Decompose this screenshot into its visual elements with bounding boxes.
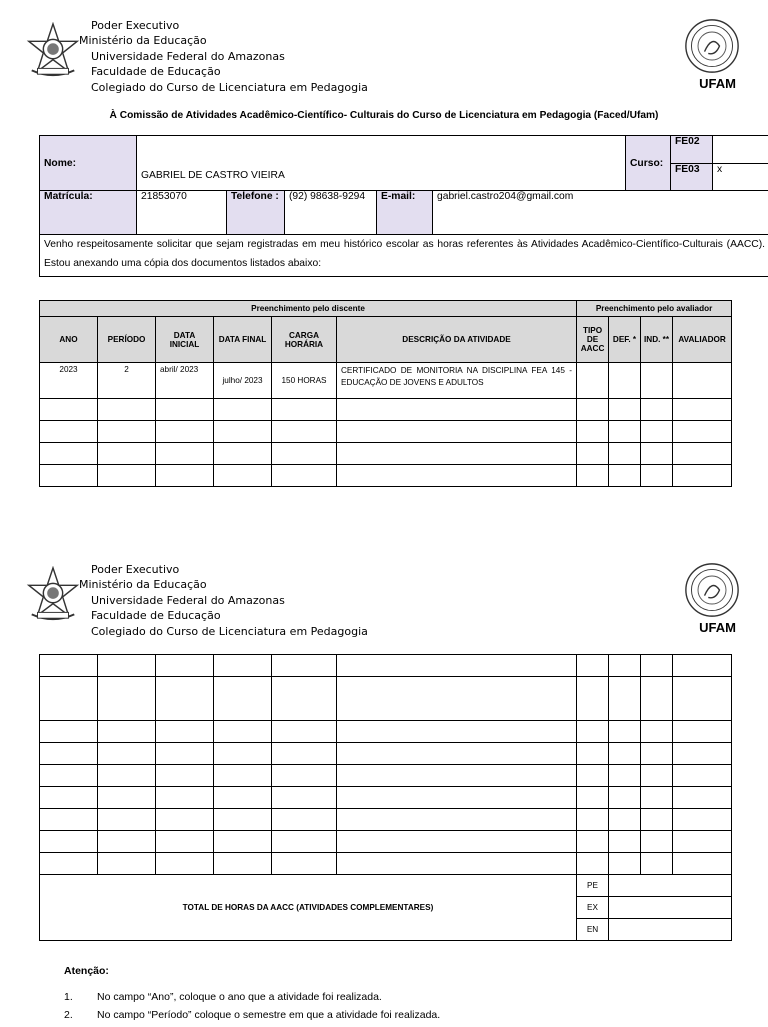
institution-block	[91, 18, 368, 95]
empty-cell[interactable]	[609, 465, 641, 487]
email-label: E-mail:	[377, 191, 433, 235]
header-line: Ministério da Educação	[79, 577, 368, 592]
cell-avaliador[interactable]	[673, 363, 732, 399]
empty-cell[interactable]	[272, 765, 337, 787]
table-row	[40, 743, 732, 765]
empty-cell[interactable]	[272, 655, 337, 677]
cell-ind[interactable]	[641, 363, 673, 399]
empty-cell[interactable]	[641, 677, 673, 721]
empty-cell[interactable]	[577, 443, 609, 465]
table-row	[40, 765, 732, 787]
empty-cell[interactable]	[641, 831, 673, 853]
en-label: EN	[577, 919, 609, 941]
empty-cell[interactable]	[98, 399, 156, 421]
empty-cell[interactable]	[641, 743, 673, 765]
cell-def[interactable]	[609, 363, 641, 399]
empty-cell[interactable]	[214, 443, 272, 465]
empty-cell[interactable]	[156, 421, 214, 443]
table-row	[40, 809, 732, 831]
empty-cell[interactable]	[98, 465, 156, 487]
empty-cell[interactable]	[156, 853, 214, 875]
table-row	[40, 443, 732, 465]
empty-cell[interactable]	[609, 655, 641, 677]
col-header-descricao: DESCRIÇÃO DA ATIVIDADE	[337, 317, 577, 363]
empty-cell[interactable]	[98, 743, 156, 765]
empty-cell[interactable]	[641, 465, 673, 487]
table-row	[40, 421, 732, 443]
empty-cell[interactable]	[40, 465, 98, 487]
empty-cell[interactable]	[214, 853, 272, 875]
empty-cell[interactable]	[641, 765, 673, 787]
empty-cell[interactable]	[577, 655, 609, 677]
empty-cell[interactable]	[98, 655, 156, 677]
empty-cell[interactable]	[577, 677, 609, 721]
empty-cell[interactable]	[641, 655, 673, 677]
empty-cell[interactable]	[673, 743, 732, 765]
empty-cell[interactable]	[98, 809, 156, 831]
table-row	[40, 399, 732, 421]
empty-cell[interactable]	[609, 809, 641, 831]
empty-cell[interactable]	[214, 721, 272, 743]
empty-cell[interactable]	[641, 399, 673, 421]
col-header-tipo: TIPO DE AACC	[577, 317, 609, 363]
empty-cell[interactable]	[214, 787, 272, 809]
empty-cell[interactable]	[641, 443, 673, 465]
matricula-field[interactable]: 21853070	[137, 191, 227, 235]
ufam-wordmark: UFAM	[699, 620, 736, 635]
empty-cell[interactable]	[577, 765, 609, 787]
cell-ano[interactable]: 2023	[40, 363, 98, 399]
empty-cell[interactable]	[673, 809, 732, 831]
brazil-coat-of-arms-icon	[24, 22, 82, 80]
discente-group-header: Preenchimento pelo discente	[40, 301, 577, 317]
brazil-coat-of-arms-icon	[24, 566, 82, 624]
empty-cell[interactable]	[337, 809, 577, 831]
cell-periodo[interactable]: 2	[98, 363, 156, 399]
empty-cell[interactable]	[40, 765, 98, 787]
empty-cell[interactable]	[156, 831, 214, 853]
table-row	[40, 465, 732, 487]
header-line: Universidade Federal do Amazonas	[91, 49, 368, 64]
col-header-avaliador: AVALIADOR	[673, 317, 732, 363]
empty-cell[interactable]	[214, 421, 272, 443]
activities-table	[39, 300, 732, 487]
empty-cell[interactable]	[673, 465, 732, 487]
empty-cell[interactable]	[673, 765, 732, 787]
empty-cell[interactable]	[40, 743, 98, 765]
empty-cell[interactable]	[337, 421, 577, 443]
empty-cell[interactable]	[156, 465, 214, 487]
curso-label: Curso:	[626, 136, 671, 191]
empty-cell[interactable]	[98, 721, 156, 743]
email-field[interactable]: gabriel.castro204@gmail.com	[433, 191, 768, 235]
empty-cell[interactable]	[156, 809, 214, 831]
empty-cell[interactable]	[337, 465, 577, 487]
document-title: À Comissão de Atividades Acadêmico-Científico- Culturais do Curso de Licenciatura em Pedagogia (Faced/Ufam)	[0, 110, 768, 121]
header-line: Faculdade de Educação	[91, 608, 368, 623]
empty-cell[interactable]	[214, 677, 272, 721]
empty-cell[interactable]	[673, 677, 732, 721]
col-header-ind: IND. **	[641, 317, 673, 363]
empty-cell[interactable]	[156, 677, 214, 721]
empty-cell[interactable]	[156, 443, 214, 465]
empty-cell[interactable]	[272, 831, 337, 853]
header-line: Universidade Federal do Amazonas	[91, 593, 368, 608]
empty-cell[interactable]	[214, 655, 272, 677]
empty-cell[interactable]	[98, 443, 156, 465]
pe-label: PE	[577, 875, 609, 897]
empty-cell[interactable]	[272, 443, 337, 465]
empty-cell[interactable]	[40, 655, 98, 677]
empty-cell[interactable]	[609, 831, 641, 853]
empty-cell[interactable]	[272, 421, 337, 443]
empty-cell[interactable]	[673, 853, 732, 875]
note-number: 1.	[64, 991, 97, 1003]
avaliador-group-header: Preenchimento pelo avaliador	[577, 301, 732, 317]
empty-cell[interactable]	[156, 787, 214, 809]
cell-descricao[interactable]: CERTIFICADO DE MONITORIA NA DISCIPLINA FEA 145 - EDUCAÇÃO DE JOVENS E ADULTOS	[337, 363, 577, 399]
col-header-def: DEF. *	[609, 317, 641, 363]
empty-cell[interactable]	[673, 831, 732, 853]
fe02-field[interactable]	[713, 136, 768, 164]
empty-cell[interactable]	[577, 831, 609, 853]
empty-cell[interactable]	[98, 677, 156, 721]
nome-field[interactable]: GABRIEL DE CASTRO VIEIRA	[137, 136, 626, 191]
fe03-label: FE03	[671, 164, 713, 191]
empty-cell[interactable]	[156, 721, 214, 743]
empty-cell[interactable]	[577, 809, 609, 831]
empty-cell[interactable]	[609, 677, 641, 721]
empty-cell[interactable]	[272, 853, 337, 875]
ufam-wordmark: UFAM	[699, 76, 736, 91]
empty-cell[interactable]	[40, 443, 98, 465]
empty-cell[interactable]	[156, 655, 214, 677]
empty-cell[interactable]	[337, 399, 577, 421]
header-line: Ministério da Educação	[79, 33, 368, 48]
note-text: No campo “Ano”, coloque o ano que a atividade foi realizada.	[97, 991, 382, 1003]
empty-cell[interactable]	[337, 743, 577, 765]
col-header-ano: ANO	[40, 317, 98, 363]
empty-cell[interactable]	[641, 721, 673, 743]
table-row	[40, 721, 732, 743]
header-line: Colegiado do Curso de Licenciatura em Pedagogia	[91, 624, 368, 639]
cell-carga-horaria[interactable]: 150 HORAS	[272, 363, 337, 399]
empty-cell[interactable]	[40, 399, 98, 421]
empty-cell[interactable]	[337, 853, 577, 875]
empty-cell[interactable]	[673, 655, 732, 677]
request-text: Venho respeitosamente solicitar que sejam registradas em meu histórico escolar as horas referentes às Atividades Acadêmico-Científico-Culturais (AACC). Estou anexando uma cópia dos documentos listados abaixo:	[40, 235, 768, 277]
empty-cell[interactable]	[673, 787, 732, 809]
empty-cell[interactable]	[673, 443, 732, 465]
col-header-carga-horaria: CARGA HORÁRIA	[272, 317, 337, 363]
header-line: Colegiado do Curso de Licenciatura em Pedagogia	[91, 80, 368, 95]
ex-field[interactable]	[609, 897, 732, 919]
empty-cell[interactable]	[40, 853, 98, 875]
table-row	[40, 655, 732, 677]
ex-label: EX	[577, 897, 609, 919]
empty-cell[interactable]	[272, 399, 337, 421]
empty-cell[interactable]	[337, 765, 577, 787]
empty-cell[interactable]	[272, 787, 337, 809]
empty-cell[interactable]	[40, 809, 98, 831]
empty-cell[interactable]	[609, 421, 641, 443]
col-header-data-final: DATA FINAL	[214, 317, 272, 363]
empty-cell[interactable]	[272, 677, 337, 721]
fe03-field[interactable]: x	[713, 164, 768, 191]
institution-block	[91, 562, 368, 639]
header-line: Poder Executivo	[91, 562, 368, 577]
empty-cell[interactable]	[577, 743, 609, 765]
telefone-field[interactable]: (92) 98638-9294	[285, 191, 377, 235]
note-number: 2.	[64, 1009, 97, 1021]
table-row	[40, 363, 732, 399]
empty-cell[interactable]	[673, 399, 732, 421]
empty-cell[interactable]	[40, 831, 98, 853]
empty-cell[interactable]	[40, 677, 98, 721]
empty-cell[interactable]	[214, 765, 272, 787]
empty-cell[interactable]	[641, 809, 673, 831]
empty-cell[interactable]	[673, 721, 732, 743]
empty-cell[interactable]	[40, 787, 98, 809]
empty-cell[interactable]	[214, 809, 272, 831]
empty-cell[interactable]	[214, 399, 272, 421]
empty-cell[interactable]	[337, 677, 577, 721]
ufam-seal-icon	[684, 562, 740, 618]
note-item	[64, 991, 744, 1003]
table-row	[40, 787, 732, 809]
empty-cell[interactable]	[40, 721, 98, 743]
page-header	[20, 562, 750, 644]
notes-section	[64, 965, 744, 1027]
empty-cell[interactable]	[98, 853, 156, 875]
en-field[interactable]	[609, 919, 732, 941]
empty-cell[interactable]	[609, 743, 641, 765]
empty-cell[interactable]	[673, 421, 732, 443]
cell-data-inicial[interactable]: abril/ 2023	[156, 363, 214, 399]
empty-cell[interactable]	[609, 721, 641, 743]
student-info-table	[39, 135, 768, 277]
cell-tipo[interactable]	[577, 363, 609, 399]
col-header-periodo: PERÍODO	[98, 317, 156, 363]
empty-cell[interactable]	[272, 809, 337, 831]
empty-cell[interactable]	[156, 765, 214, 787]
telefone-label: Telefone :	[227, 191, 285, 235]
empty-cell[interactable]	[156, 399, 214, 421]
empty-cell[interactable]	[214, 743, 272, 765]
fe02-label: FE02	[671, 136, 713, 164]
empty-cell[interactable]	[577, 465, 609, 487]
empty-cell[interactable]	[641, 421, 673, 443]
empty-cell[interactable]	[337, 655, 577, 677]
notes-heading: Atenção:	[64, 965, 744, 977]
empty-cell[interactable]	[98, 831, 156, 853]
empty-cell[interactable]	[577, 421, 609, 443]
empty-cell[interactable]	[98, 421, 156, 443]
page-header	[20, 18, 750, 100]
nome-label: Nome:	[40, 136, 137, 191]
empty-cell[interactable]	[337, 787, 577, 809]
cell-data-final[interactable]: julho/ 2023	[214, 363, 272, 399]
empty-cell[interactable]	[156, 743, 214, 765]
empty-cell[interactable]	[272, 721, 337, 743]
empty-cell[interactable]	[641, 787, 673, 809]
col-header-data-inicial: DATA INICIAL	[156, 317, 214, 363]
empty-cell[interactable]	[641, 853, 673, 875]
empty-cell[interactable]	[577, 787, 609, 809]
empty-cell[interactable]	[214, 465, 272, 487]
empty-cell[interactable]	[272, 465, 337, 487]
empty-cell[interactable]	[214, 831, 272, 853]
empty-cell[interactable]	[337, 721, 577, 743]
empty-cell[interactable]	[609, 765, 641, 787]
empty-cell[interactable]	[577, 399, 609, 421]
empty-cell[interactable]	[609, 787, 641, 809]
table-row	[40, 677, 732, 721]
note-text: No campo “Período” coloque o semestre em que a atividade foi realizada.	[97, 1009, 440, 1021]
empty-cell[interactable]	[337, 831, 577, 853]
empty-cell[interactable]	[577, 853, 609, 875]
empty-cell[interactable]	[609, 443, 641, 465]
empty-cell[interactable]	[98, 787, 156, 809]
matricula-label: Matrícula:	[40, 191, 137, 235]
empty-cell[interactable]	[609, 399, 641, 421]
total-hours-label: TOTAL DE HORAS DA AACC (ATIVIDADES COMPLEMENTARES)	[40, 875, 577, 941]
empty-cell[interactable]	[609, 853, 641, 875]
empty-cell[interactable]	[577, 721, 609, 743]
empty-cell[interactable]	[337, 443, 577, 465]
header-line: Faculdade de Educação	[91, 64, 368, 79]
ufam-seal-icon	[684, 18, 740, 74]
note-item	[64, 1009, 744, 1021]
activities-continuation-table	[39, 654, 732, 941]
empty-cell[interactable]	[272, 743, 337, 765]
header-line: Poder Executivo	[91, 18, 368, 33]
empty-cell[interactable]	[40, 421, 98, 443]
table-row	[40, 831, 732, 853]
pe-field[interactable]	[609, 875, 732, 897]
table-row	[40, 853, 732, 875]
empty-cell[interactable]	[98, 765, 156, 787]
